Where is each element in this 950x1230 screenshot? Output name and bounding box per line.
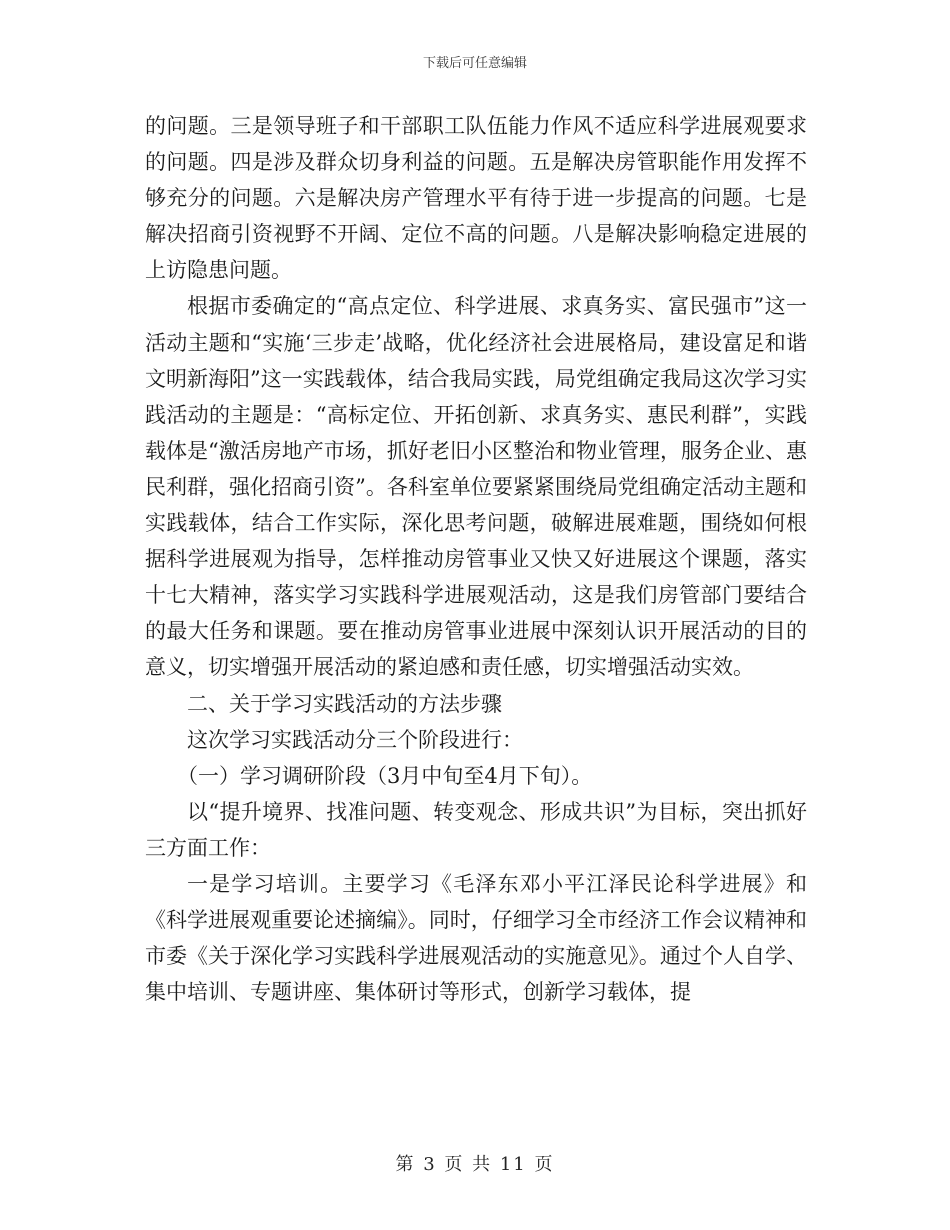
page-number: 第 3 页 共 11 页 <box>395 1154 555 1175</box>
paragraph-theme: 根据市委确定的“高点定位、科学进展、求真务实、富民强市”这一活动主题和“实施‘三步走’战略，优化经济社会进展格局，建设富足和谐文明新海阳”这一实践载体，结合我局实践，局党组确定我局这次学习实践活动的主题是：“高标定位、开拓创新、求真务实、惠民利群”，实践载体是“激活房地产市场，抓好老旧小区整治和物业管理，服务企业、惠民利群，强化招商引资”。各科室单位要紧紧围绕局党组确定活动主题和实践载体，结合工作实际，深化思考问题，破解进展难题，围绕如何根据科学进展观为指导，怎样推动房管事业又快又好进展这个课题，落实十七大精神，落实学习实践科学进展观活动，这是我们房管部门要结合的最大任务和课题。要在推动房管事业进展中深刻认识开展活动的目的意义，切实增强开展活动的紧迫感和责任感，切实增强活动实效。 <box>145 294 807 680</box>
paragraph-goal: 以“提升境界、找准问题、转变观念、形成共识”为目标，突出抓好三方面工作： <box>145 799 807 860</box>
paragraph-continuation: 的问题。三是领导班子和干部职工队伍能力作风不适应科学进展观要求的问题。四是涉及群众切身利益的问题。五是解决房管职能作用发挥不够充分的问题。六是解决房产管理水平有待于进一步提高的问题。七是解决招商引资视野不开阔、定位不高的问题。八是解决影响稳定进展的上访隐患问题。 <box>145 114 807 283</box>
paragraph-stages-intro: 这次学习实践活动分三个阶段进行： <box>187 727 523 752</box>
page-header: 下载后可任意编辑 <box>422 56 527 71</box>
section-heading: 二、关于学习实践活动的方法步骤 <box>187 691 502 716</box>
subsection-heading: （一）学习调研阶段（3月中旬至4月下旬）。 <box>177 763 593 788</box>
paragraph-training: 一是学习培训。主要学习《毛泽东邓小平江泽民论科学进展》和《科学进展观重要论述摘编》。同时，仔细学习全市经济工作会议精神和市委《关于深化学习实践科学进展观活动的实施意见》。通过个人自学、集中培训、专题讲座、集体研讨等形式，创新学习载体，提 <box>145 871 807 1005</box>
document-body <box>145 108 807 1010</box>
